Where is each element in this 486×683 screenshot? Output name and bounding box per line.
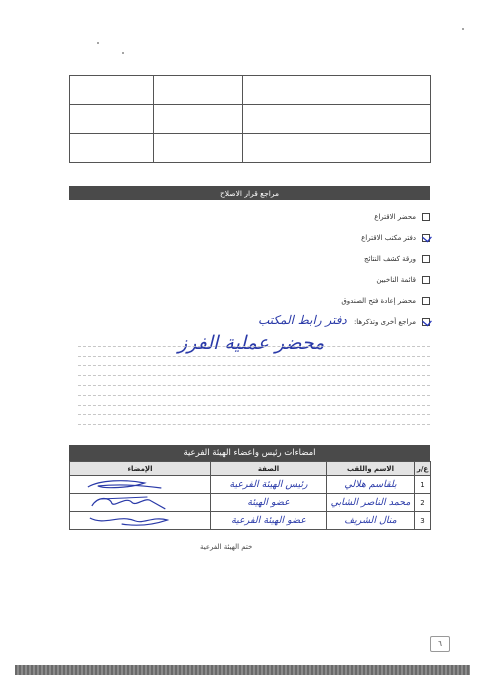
header-signature: الإمضاء bbox=[70, 462, 211, 476]
dashed-line bbox=[78, 406, 430, 416]
header-num: ع/ر bbox=[415, 462, 431, 476]
dashed-line bbox=[78, 415, 430, 425]
checkbox-checked[interactable] bbox=[422, 234, 430, 242]
checklist-item bbox=[70, 290, 430, 311]
section-title-reform-references bbox=[69, 186, 430, 200]
dashed-line bbox=[78, 366, 430, 376]
checkbox[interactable] bbox=[422, 276, 430, 284]
row-num: 1 bbox=[415, 476, 431, 494]
members-signature-table bbox=[69, 461, 431, 530]
checklist-item bbox=[70, 248, 430, 269]
table-row bbox=[70, 134, 431, 163]
row-num: 2 bbox=[415, 494, 431, 512]
dashed-line bbox=[78, 337, 430, 347]
table-row bbox=[70, 476, 431, 494]
handwritten-signature bbox=[70, 494, 210, 511]
handwritten-signature bbox=[70, 476, 210, 493]
checkbox[interactable] bbox=[422, 297, 430, 305]
section-title-members bbox=[69, 445, 430, 461]
table-row bbox=[70, 76, 431, 105]
checklist-label: قائمة الناخبين bbox=[376, 275, 416, 284]
member-role: عضو الهيئة الفرعية bbox=[211, 512, 327, 530]
handwritten-other-reference-2: محضر عملية الفرز bbox=[178, 332, 325, 354]
table-header-row bbox=[70, 462, 431, 476]
scan-speck bbox=[97, 42, 99, 44]
header-name: الاسم واللقب bbox=[327, 462, 415, 476]
checklist-label: محضر الاقتراع bbox=[374, 212, 416, 221]
signature-cell bbox=[70, 494, 211, 512]
table-row bbox=[70, 105, 431, 134]
dashed-writing-lines bbox=[78, 337, 430, 425]
section-title-text: امضاءات رئيس واعضاء الهيئة الفرعية bbox=[183, 448, 316, 458]
member-role: عضو الهيئة bbox=[211, 494, 327, 512]
header-role: الصفة bbox=[211, 462, 327, 476]
scan-speck bbox=[122, 52, 124, 54]
subcommittee-seal-label: ختم الهيئة الفرعية bbox=[200, 543, 253, 551]
checklist-label: دفتر مكتب الاقتراع bbox=[361, 233, 416, 242]
table-row bbox=[70, 494, 431, 512]
checklist-item bbox=[70, 227, 430, 248]
dashed-line bbox=[78, 376, 430, 386]
empty-top-table bbox=[69, 75, 431, 163]
member-role: رئيس الهيئة الفرعية bbox=[211, 476, 327, 494]
scan-bottom-band bbox=[15, 665, 470, 675]
handwritten-other-reference-1: دفتر رابط المكتب bbox=[258, 313, 347, 327]
checklist-label: ورقة كشف النتائج bbox=[363, 254, 416, 263]
row-num: 3 bbox=[415, 512, 431, 530]
checklist-item bbox=[70, 206, 430, 227]
table-row bbox=[70, 512, 431, 530]
dashed-line bbox=[78, 396, 430, 406]
checklist-item bbox=[70, 269, 430, 290]
dashed-line bbox=[78, 347, 430, 357]
checkbox[interactable] bbox=[422, 255, 430, 263]
dashed-line bbox=[78, 386, 430, 396]
member-name: منال الشريف bbox=[327, 512, 415, 530]
dashed-line bbox=[78, 357, 430, 367]
member-name: محمد الناصر الشابي bbox=[327, 494, 415, 512]
scan-speck bbox=[462, 28, 464, 30]
section-title-text: مراجع قرار الاصلاح bbox=[219, 188, 280, 198]
page-number: ٦ bbox=[430, 636, 450, 652]
signature-cell bbox=[70, 476, 211, 494]
member-name: بلقاسم هلالي bbox=[327, 476, 415, 494]
reference-checklist bbox=[70, 206, 430, 332]
checklist-item bbox=[70, 311, 430, 332]
checkbox-checked[interactable] bbox=[422, 318, 430, 326]
signature-cell bbox=[70, 512, 211, 530]
checkbox[interactable] bbox=[422, 213, 430, 221]
checklist-label: مراجع أخرى وتذكرها: bbox=[353, 317, 416, 326]
checklist-label: محضر إعادة فتح الصندوق bbox=[341, 296, 416, 305]
handwritten-signature bbox=[70, 512, 210, 529]
